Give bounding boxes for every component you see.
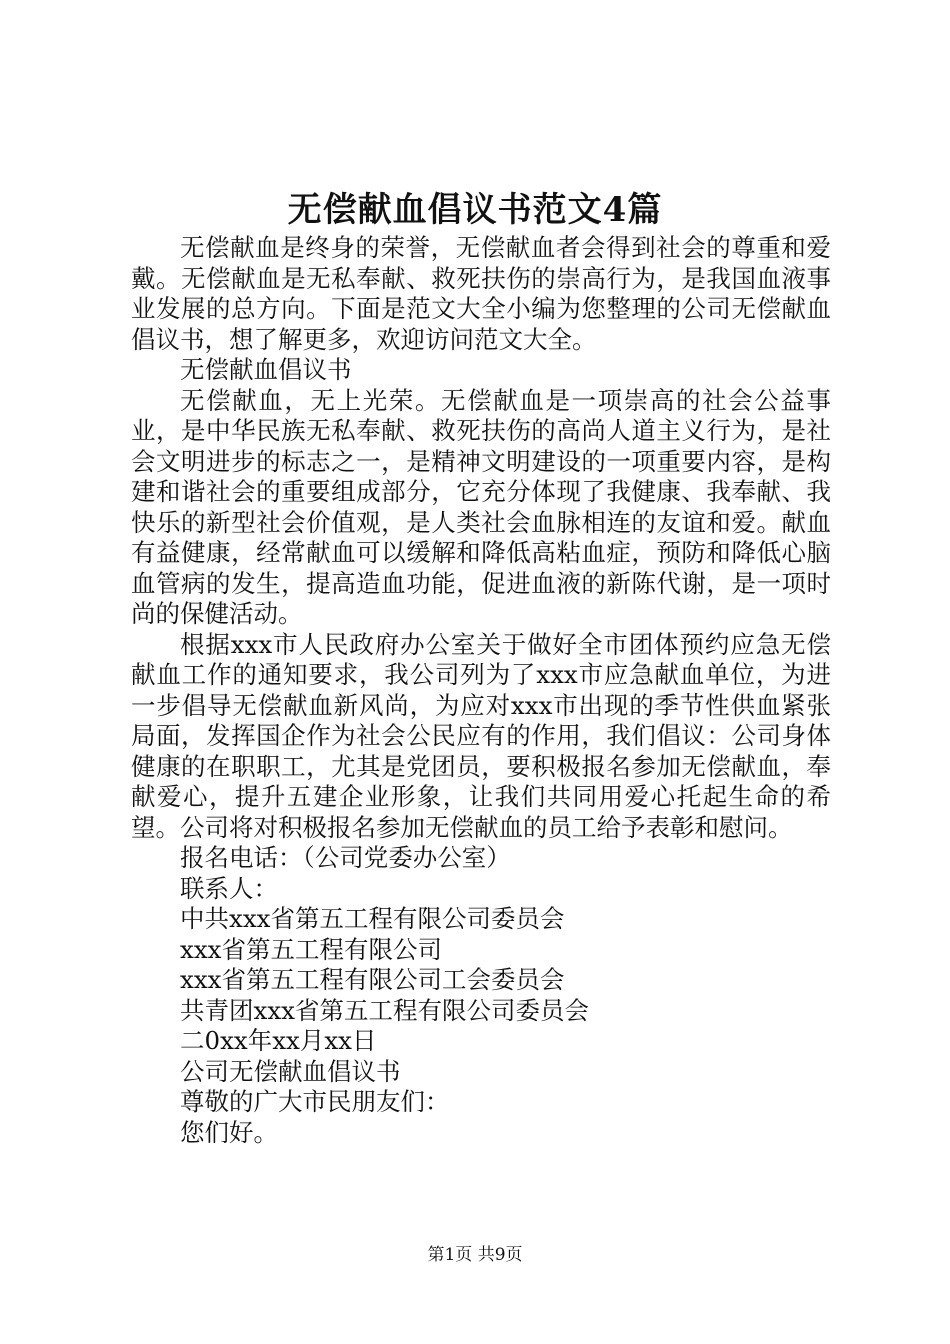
section-heading: 公司无偿献血倡议书 bbox=[180, 1056, 401, 1086]
signatory-line: 中共xxx省第五工程有限公司委员会 bbox=[180, 904, 565, 933]
page-number-footer: 第1页 共9页 bbox=[427, 1245, 523, 1265]
signatory-line: xxx省第五工程有限公司 bbox=[180, 934, 442, 964]
body-paragraph: 根据xxx市人民政府办公室关于做好全市团体预约应急无偿献血工作的通知要求，我公司列为了xxx市应急献血单位，为进一步倡导无偿献血新风尚，为应对xxx市出现的季节性供血紧张局面，发挥国企作为社会公民应有的作用，我们倡议：公司身体健康的在职职工，尤其是党团员，要积极报名参加无偿献血，奉献爱心，提升五建企业形象，让我们共同用爱心托起生命的希望。公司将对积极报名参加无偿献血的员工给予表彰和慰问。 bbox=[131, 629, 831, 842]
salutation-line: 尊敬的广大市民朋友们： bbox=[180, 1087, 450, 1116]
contact-person-line: 联系人： bbox=[180, 873, 278, 903]
body-paragraph: 无偿献血，无上光荣。无偿献血是一项崇高的社会公益事业，是中华民族无私奉献、救死扶伤的高尚人道主义行为，是社会文明进步的标志之一，是精神文明建设的一项重要内容，是构建和谐社会的重要组成部分，它充分体现了我健康、我奉献、我快乐的新型社会价值观，是人类社会血脉相连的友谊和爱。献血有益健康，经常献血可以缓解和降低高粘血症，预防和降低心脑血管病的发生，提高造血功能，促进血液的新陈代谢，是一项时尚的保健活动。 bbox=[131, 385, 831, 628]
intro-paragraph: 无偿献血是终身的荣誉，无偿献血者会得到社会的尊重和爱戴。无偿献血是无私奉献、救死扶伤的崇高行为，是我国血液事业发展的总方向。下面是范文大全小编为您整理的公司无偿献血倡议书，想了解更多，欢迎访问范文大全。 bbox=[131, 233, 831, 354]
signup-phone-line: 报名电话：（公司党委办公室） bbox=[180, 843, 511, 872]
document-body bbox=[131, 233, 831, 1148]
section-heading: 无偿献血倡议书 bbox=[180, 355, 352, 384]
document-title: 无偿献血倡议书范文4篇 bbox=[287, 190, 663, 230]
signatory-line: 共青团xxx省第五工程有限公司委员会 bbox=[180, 995, 589, 1025]
greeting-line: 您们好。 bbox=[180, 1117, 278, 1147]
signatory-line: xxx省第五工程有限公司工会委员会 bbox=[180, 965, 565, 994]
date-line: 二0xx年xx月xx日 bbox=[180, 1026, 377, 1055]
